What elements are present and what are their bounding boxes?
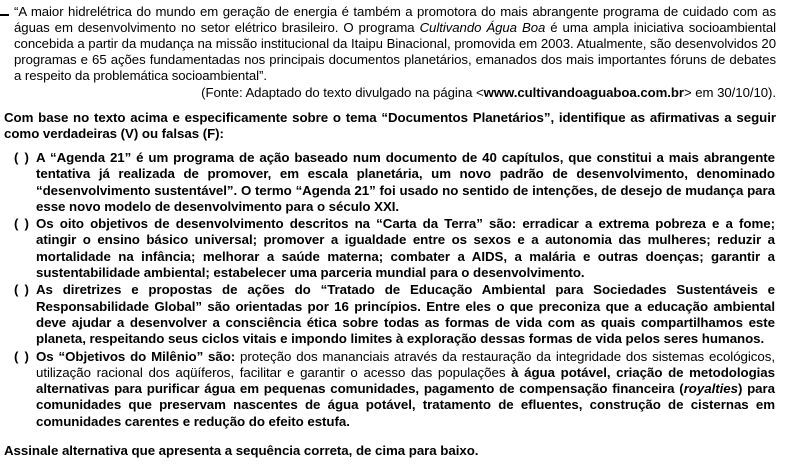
statement-regular-text: proteção dos mananciais através da restauração da integridade dos sistemas ecológicos, utilização racional dos aqüíferos, facilitar e garantir o acesso das populações: [36, 348, 775, 380]
program-title-italic: Cultivando Água Boa: [419, 20, 546, 36]
statement-item-tratado-educacao-ambiental: [0, 282, 786, 347]
quotation-part-2: é uma ampla iniciativa socioambiental concebida a partir da mudança na missão institucional da Itaipu Binacional, promovida em 2003. Atualmente, são desenvolvidos 20 programas e 65 ações fundamentadas nos principais documentos planetários, emanados dos mais importantes fóruns de debates a respeito da problemática socioambiental”.: [14, 20, 776, 84]
quotation-part-1: “A maior hidrelétrica do mundo em geração de energia é também a promotora do mais abrangente programa de cuidado com as águas em desenvolvimento no setor elétrico brasileiro. O programa: [14, 4, 776, 36]
checkbox-marker[interactable]: ( ): [14, 150, 31, 165]
statement-item-carta-da-terra: [0, 216, 786, 281]
royalties-italic-term: royalties: [683, 381, 738, 397]
checkbox-marker[interactable]: ( ): [14, 282, 31, 298]
quotation-block: [14, 4, 776, 101]
statement-text: Os oito objetivos de desenvolvimento descritos na “Carta da Terra” são: erradicar a extrema pobreza e a fome; atingir o ensino básico universal; promover a igualdade entre os sexos e a autonomia das mulheres; reduzir a mortalidade na infância; melhorar a saúde materna; combater a AIDS, a malária e outras doenças; garantir a sustentabilidade ambiental; estabelecer uma parceria mundial para o desenvolvimento.: [36, 216, 775, 281]
statement-item-objetivos-do-milenio: [0, 349, 786, 430]
statement-text: As diretrizes e propostas de ações do “Tratado de Educação Ambiental para Sociedades Sustentáveis e Responsabilidade Global” são orientadas por 16 princípios. Entre eles o que preconiza que a educação ambiental deve ajudar a desenvolver a consciência ética sobre todas as formas de vida com as quais compartilhamos este planeta, respeitando seus ciclos vitais e impondo limites à exploração dessas formas de vida pelos seres humanos.: [36, 282, 775, 347]
checkbox-marker[interactable]: ( ): [14, 348, 31, 364]
statement-bold-lead: Os “Objetivos do Milênio” são:: [36, 348, 236, 364]
source-url: www.cultivandoaguaboa.com.br: [483, 85, 684, 101]
checkbox-marker[interactable]: ( ): [14, 216, 31, 232]
statement-text: A “Agenda 21” é um programa de ação baseado num documento de 40 capítulos, que constitui a mais abrangente tentativa já realizada de promover, em escala planetária, um novo padrão de desenvolvimento, denominado “desenvolvimento sustentável”. O termo “Agenda 21” foi usado no sentido de intenções, de desejo de mudança para esse novo modelo de desenvolvimento para o século XXI.: [36, 150, 775, 214]
statement-bold-tail-2: ) para comunidades que preservam nascentes de água potável, tratamento de efluentes, construção de cisternas em comunidades carentes e redução do efeito estufa.: [36, 381, 775, 429]
statement-item-agenda-21: [0, 150, 786, 215]
lead-instruction: Com base no texto acima e especificamente sobre o tema “Documentos Planetários”, identifique as afirmativas a seguir como verdadeiras (V) ou falsas (F):: [4, 110, 776, 142]
statement-list: [0, 150, 786, 431]
source-suffix: > em 30/10/10).: [684, 85, 776, 101]
quotation-text: [14, 4, 776, 84]
table-border-fragment: [0, 14, 9, 16]
source-citation: [14, 85, 776, 101]
source-prefix: (Fonte: Adaptado do texto divulgado na página <: [201, 85, 484, 101]
closing-instruction: Assinale alternativa que apresenta a sequência correta, de cima para baixo.: [4, 443, 479, 458]
statement-bold-tail-1: à água potável, criação de metodologias alternativas para purificar água em pequenas comunidades, pagamento de compensação financeira (: [36, 364, 775, 397]
